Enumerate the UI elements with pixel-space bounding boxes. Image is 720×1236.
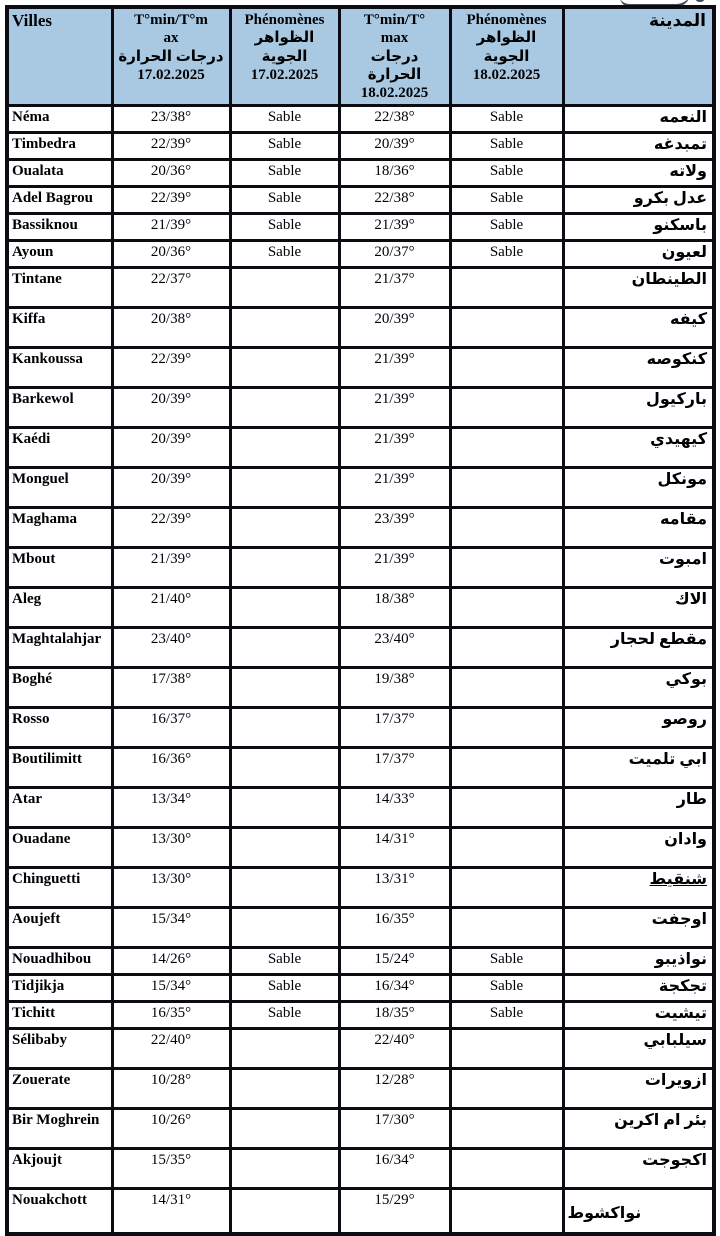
phenomena-18: Sable	[450, 948, 563, 975]
city-ar: الاك	[563, 588, 714, 628]
temp-17: 22/40°	[112, 1029, 230, 1069]
phenomena-17	[230, 708, 339, 748]
phenomena-17	[230, 788, 339, 828]
header-line: Phénomènes	[466, 12, 547, 28]
temp-18: 18/36°	[339, 160, 450, 187]
city-fr: Tichitt	[7, 1002, 112, 1029]
temp-18: 22/40°	[339, 1029, 450, 1069]
temp-17: 20/36°	[112, 241, 230, 268]
phenomena-17	[230, 308, 339, 348]
temp-17: 20/39°	[112, 468, 230, 508]
table-row	[7, 548, 714, 588]
phenomena-18	[450, 668, 563, 708]
city-fr: Zouerate	[7, 1069, 112, 1109]
phenomena-18: Sable	[450, 214, 563, 241]
city-fr: Néma	[7, 106, 112, 133]
city-fr: Aoujeft	[7, 908, 112, 948]
phenomena-17: Sable	[230, 160, 339, 187]
temp-18: 20/37°	[339, 241, 450, 268]
city-fr: Ouadane	[7, 828, 112, 868]
temp-18: 21/37°	[339, 268, 450, 308]
header-line: T°min/T°	[363, 12, 426, 28]
temp-17: 15/34°	[112, 908, 230, 948]
table-row	[7, 388, 714, 428]
phenomena-17: Sable	[230, 214, 339, 241]
temp-18: 23/40°	[339, 628, 450, 668]
temp-17: 13/34°	[112, 788, 230, 828]
phenomena-18	[450, 588, 563, 628]
header-line: 18.02.2025	[472, 66, 541, 83]
phenomena-17	[230, 268, 339, 308]
header-line: 17.02.2025	[137, 66, 205, 83]
table-row	[7, 908, 714, 948]
header-line: max	[380, 30, 409, 47]
city-ar: شنقيط	[563, 868, 714, 908]
city-ar: تجكجة	[563, 975, 714, 1002]
phenomena-18: Sable	[450, 1002, 563, 1029]
header-villes: Villes	[7, 7, 112, 106]
table-row	[7, 588, 714, 628]
phenomena-18: Sable	[450, 975, 563, 1002]
city-fr: Ayoun	[7, 241, 112, 268]
city-fr: Maghtalahjar	[7, 628, 112, 668]
table-row	[7, 268, 714, 308]
table-row	[7, 160, 714, 187]
header-line: الظواهر الجوية	[254, 30, 315, 65]
phenomena-17	[230, 468, 339, 508]
header-line: 17.02.2025	[250, 66, 319, 83]
city-fr: Bassiknou	[7, 214, 112, 241]
temp-17: 10/28°	[112, 1069, 230, 1109]
city-ar: كيهيدي	[563, 428, 714, 468]
temp-17: 22/37°	[112, 268, 230, 308]
city-ar: مقامه	[563, 508, 714, 548]
city-ar: سيلبابي	[563, 1029, 714, 1069]
temp-18: 21/39°	[339, 428, 450, 468]
phenomena-18	[450, 708, 563, 748]
temp-17: 22/39°	[112, 348, 230, 388]
phenomena-17	[230, 748, 339, 788]
city-fr: Kankoussa	[7, 348, 112, 388]
temp-17: 14/31°	[112, 1189, 230, 1235]
header-line: درجات الحرارة	[118, 48, 224, 65]
phenomena-18	[450, 868, 563, 908]
weather-table	[5, 5, 716, 1236]
table-row	[7, 508, 714, 548]
temp-18: 20/39°	[339, 308, 450, 348]
city-fr: Bir Moghrein	[7, 1109, 112, 1149]
city-fr: Sélibaby	[7, 1029, 112, 1069]
city-ar: باركيول	[563, 388, 714, 428]
city-fr: Atar	[7, 788, 112, 828]
phenomena-18	[450, 788, 563, 828]
table-row	[7, 1149, 714, 1189]
temp-18: 17/30°	[339, 1109, 450, 1149]
city-ar: الطينطان	[563, 268, 714, 308]
temp-18: 21/39°	[339, 468, 450, 508]
temp-18: 22/38°	[339, 106, 450, 133]
temp-18: 16/35°	[339, 908, 450, 948]
city-fr: Mbout	[7, 548, 112, 588]
city-fr: Nouadhibou	[7, 948, 112, 975]
temp-17: 13/30°	[112, 868, 230, 908]
phenomena-18	[450, 388, 563, 428]
temp-18: 19/38°	[339, 668, 450, 708]
city-fr: Adel Bagrou	[7, 187, 112, 214]
phenomena-18	[450, 1189, 563, 1235]
phenomena-17: Sable	[230, 106, 339, 133]
table-row	[7, 428, 714, 468]
phenomena-18	[450, 1109, 563, 1149]
temp-18: 18/35°	[339, 1002, 450, 1029]
table-row	[7, 748, 714, 788]
city-fr: Boutilimitt	[7, 748, 112, 788]
phenomena-18	[450, 428, 563, 468]
phenomena-17	[230, 388, 339, 428]
phenomena-18	[450, 548, 563, 588]
phenomena-17	[230, 868, 339, 908]
table-row	[7, 106, 714, 133]
temp-17: 14/26°	[112, 948, 230, 975]
header-temp-18	[339, 7, 450, 106]
temp-18: 21/39°	[339, 348, 450, 388]
city-ar: بوكي	[563, 668, 714, 708]
city-ar: ابي تلميت	[563, 748, 714, 788]
table-row	[7, 1069, 714, 1109]
header-line: 18.02.2025	[360, 85, 429, 102]
phenomena-18	[450, 468, 563, 508]
table-row	[7, 788, 714, 828]
phenomena-17	[230, 628, 339, 668]
phenomena-17: Sable	[230, 975, 339, 1002]
phenomena-18	[450, 308, 563, 348]
weather-bulletin-sheet	[5, 5, 716, 1236]
header-city-ar: المدينة	[563, 7, 714, 106]
phenomena-18	[450, 1149, 563, 1189]
temp-18: 21/39°	[339, 548, 450, 588]
temp-18: 17/37°	[339, 708, 450, 748]
city-fr: Barkewol	[7, 388, 112, 428]
temp-18: 16/34°	[339, 975, 450, 1002]
table-row	[7, 975, 714, 1002]
temp-17: 21/39°	[112, 548, 230, 588]
temp-17: 22/39°	[112, 187, 230, 214]
table-row	[7, 187, 714, 214]
header-row	[7, 7, 714, 106]
table-row	[7, 868, 714, 908]
phenomena-17	[230, 1189, 339, 1235]
city-ar: كنكوصه	[563, 348, 714, 388]
table-row	[7, 1002, 714, 1029]
header-line: Phénomènes	[244, 12, 325, 28]
temp-17: 20/39°	[112, 428, 230, 468]
temp-17: 16/35°	[112, 1002, 230, 1029]
phenomena-17	[230, 1109, 339, 1149]
city-fr: Oualata	[7, 160, 112, 187]
temp-17: 22/39°	[112, 508, 230, 548]
temp-17: 17/38°	[112, 668, 230, 708]
city-ar: وادان	[563, 828, 714, 868]
temp-18: 20/39°	[339, 133, 450, 160]
city-fr: Boghé	[7, 668, 112, 708]
table-row	[7, 133, 714, 160]
temp-18: 21/39°	[339, 388, 450, 428]
temp-18: 12/28°	[339, 1069, 450, 1109]
city-fr: Chinguetti	[7, 868, 112, 908]
city-ar: النعمه	[563, 106, 714, 133]
city-ar: عدل بكرو	[563, 187, 714, 214]
city-ar: كيفه	[563, 308, 714, 348]
city-ar: اكجوجت	[563, 1149, 714, 1189]
phenomena-17	[230, 1029, 339, 1069]
city-fr: Monguel	[7, 468, 112, 508]
city-fr: Nouakchott	[7, 1189, 112, 1235]
city-fr: Timbedra	[7, 133, 112, 160]
city-fr: Aleg	[7, 588, 112, 628]
phenomena-18	[450, 268, 563, 308]
city-fr: Maghama	[7, 508, 112, 548]
phenomena-18	[450, 908, 563, 948]
phenomena-17	[230, 1149, 339, 1189]
city-ar: نواكشوط	[563, 1189, 714, 1235]
city-ar: تمبدغه	[563, 133, 714, 160]
phenomena-17: Sable	[230, 1002, 339, 1029]
temp-17: 21/40°	[112, 588, 230, 628]
phenomena-17	[230, 588, 339, 628]
phenomena-18: Sable	[450, 187, 563, 214]
phenomena-17	[230, 828, 339, 868]
phenomena-18: Sable	[450, 133, 563, 160]
phenomena-18	[450, 828, 563, 868]
city-fr: Akjoujt	[7, 1149, 112, 1189]
temp-18: 17/37°	[339, 748, 450, 788]
temp-17: 15/34°	[112, 975, 230, 1002]
phenomena-18	[450, 1029, 563, 1069]
temp-17: 16/37°	[112, 708, 230, 748]
table-row	[7, 668, 714, 708]
city-fr: Tidjikja	[7, 975, 112, 1002]
temp-18: 13/31°	[339, 868, 450, 908]
city-fr: Rosso	[7, 708, 112, 748]
temp-17: 15/35°	[112, 1149, 230, 1189]
phenomena-18	[450, 748, 563, 788]
temp-18: 21/39°	[339, 214, 450, 241]
table-row	[7, 708, 714, 748]
phenomena-17	[230, 908, 339, 948]
temp-17: 21/39°	[112, 214, 230, 241]
table-row	[7, 308, 714, 348]
temp-17: 20/36°	[112, 160, 230, 187]
city-ar: بئر ام اكرين	[563, 1109, 714, 1149]
temp-18: 14/31°	[339, 828, 450, 868]
table-row	[7, 348, 714, 388]
table-row	[7, 214, 714, 241]
temp-18: 18/38°	[339, 588, 450, 628]
city-ar: ولاته	[563, 160, 714, 187]
city-ar: لعيون	[563, 241, 714, 268]
temp-17: 20/38°	[112, 308, 230, 348]
city-ar: امبوت	[563, 548, 714, 588]
table-body	[7, 106, 714, 1235]
table-row	[7, 948, 714, 975]
header-phenomena-17	[230, 7, 339, 106]
temp-17: 13/30°	[112, 828, 230, 868]
city-ar: ازويرات	[563, 1069, 714, 1109]
header-line: الظواهر الجوية	[476, 30, 537, 65]
phenomena-17	[230, 508, 339, 548]
temp-17: 22/39°	[112, 133, 230, 160]
phenomena-18	[450, 508, 563, 548]
city-fr: Kiffa	[7, 308, 112, 348]
phenomena-18: Sable	[450, 106, 563, 133]
city-ar: روصو	[563, 708, 714, 748]
phenomena-17	[230, 548, 339, 588]
temp-17: 23/38°	[112, 106, 230, 133]
city-ar: مونكل	[563, 468, 714, 508]
city-ar: تيشيت	[563, 1002, 714, 1029]
city-ar: مقطع لحجار	[563, 628, 714, 668]
phenomena-17: Sable	[230, 948, 339, 975]
phenomena-18	[450, 628, 563, 668]
phenomena-17	[230, 348, 339, 388]
phenomena-18: Sable	[450, 160, 563, 187]
phenomena-17: Sable	[230, 187, 339, 214]
table-row	[7, 628, 714, 668]
temp-17: 20/39°	[112, 388, 230, 428]
temp-18: 23/39°	[339, 508, 450, 548]
header-line: ax	[163, 30, 179, 47]
temp-18: 16/34°	[339, 1149, 450, 1189]
temp-18: 15/29°	[339, 1189, 450, 1235]
table-header	[7, 7, 714, 106]
city-ar: باسكنو	[563, 214, 714, 241]
header-temp-17	[112, 7, 230, 106]
table-row	[7, 1189, 714, 1235]
header-line: درجات الحرارة	[367, 48, 422, 83]
phenomena-18	[450, 348, 563, 388]
temp-17: 16/36°	[112, 748, 230, 788]
phenomena-17: Sable	[230, 133, 339, 160]
temp-17: 23/40°	[112, 628, 230, 668]
phenomena-18: Sable	[450, 241, 563, 268]
table-row	[7, 468, 714, 508]
temp-18: 15/24°	[339, 948, 450, 975]
phenomena-17	[230, 428, 339, 468]
city-ar: طار	[563, 788, 714, 828]
phenomena-17	[230, 1069, 339, 1109]
city-fr: Kaédi	[7, 428, 112, 468]
temp-17: 10/26°	[112, 1109, 230, 1149]
header-line: T°min/T°m	[134, 12, 208, 28]
phenomena-17: Sable	[230, 241, 339, 268]
table-row	[7, 828, 714, 868]
table-row	[7, 1029, 714, 1069]
phenomena-18	[450, 1069, 563, 1109]
table-row	[7, 241, 714, 268]
city-ar: نواذيبو	[563, 948, 714, 975]
header-phenomena-18	[450, 7, 563, 106]
table-row	[7, 1109, 714, 1149]
city-fr: Tintane	[7, 268, 112, 308]
phenomena-17	[230, 668, 339, 708]
temp-18: 14/33°	[339, 788, 450, 828]
temp-18: 22/38°	[339, 187, 450, 214]
city-ar: اوجفت	[563, 908, 714, 948]
